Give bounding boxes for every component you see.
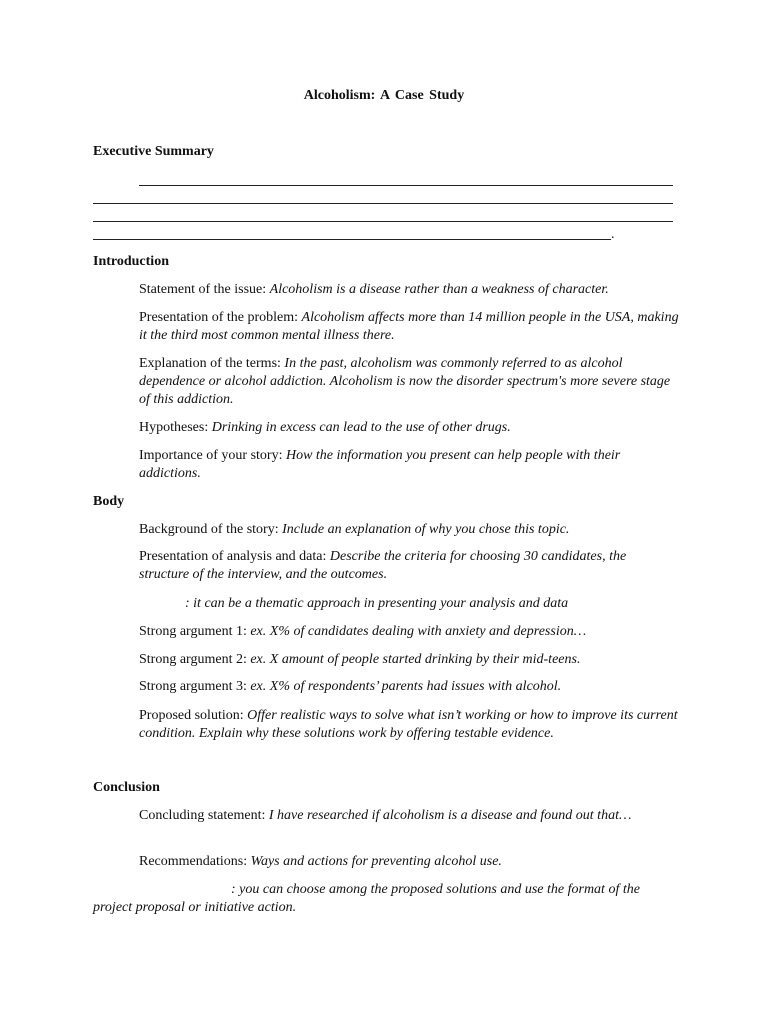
introduction-heading: Introduction [93, 254, 169, 269]
body-presentation-of-analysis: Presentation of analysis and data: Describe the criteria for choosing 30 candidates, the structure of the interview, and the outcomes. [139, 549, 627, 582]
summary-blank-line-2 [93, 203, 673, 204]
body-strong-argument-1: Strong argument 1: ex. X% of candidates dealing with anxiety and depression… [139, 624, 587, 639]
body-background-of-story: Background of the story: Include an explanation of why you chose this topic. [139, 522, 570, 537]
conclusion-format-note: : you can choose among the proposed solutions and use the format of the project proposal or initiative action. [93, 882, 640, 915]
intro-statement-of-issue: Statement of the issue: Alcoholism is a disease rather than a weakness of character. [139, 282, 609, 297]
conclusion-concluding-statement: Concluding statement: I have researched if alcoholism is a disease and found out that… [139, 808, 632, 823]
body-heading: Body [93, 494, 125, 509]
body-strong-argument-2: Strong argument 2: ex. X amount of people started drinking by their mid-teens. [139, 652, 581, 667]
body-strong-argument-3: Strong argument 3: ex. X% of respondents’ parents had issues with alcohol. [139, 679, 562, 694]
conclusion-recommendations: Recommendations: Ways and actions for preventing alcohol use. [139, 854, 502, 869]
summary-blank-line-3 [93, 221, 673, 222]
intro-explanation-of-terms: Explanation of the terms: In the past, alcoholism was commonly referred to as alcohol dependence or alcohol addiction. Alcoholism is now the disorder spectrum's more severe stage of this addiction. [139, 356, 671, 407]
summary-end-period: . [611, 227, 615, 242]
summary-blank-line-4 [93, 239, 611, 240]
body-proposed-solution: Proposed solution: Offer realistic ways to solve what isn’t working or how to improve its current condition. Explain why these solutions work by offering testable evidence. [139, 708, 678, 741]
summary-blank-line-1 [139, 185, 673, 186]
conclusion-heading: Conclusion [93, 780, 160, 795]
intro-hypotheses: Hypotheses: Drinking in excess can lead to the use of other drugs. [139, 420, 511, 435]
executive-summary-heading: Executive Summary [93, 144, 214, 159]
intro-presentation-of-problem: Presentation of the problem: Alcoholism affects more than 14 million people in the USA, making it the third most common mental illness there. [139, 310, 679, 343]
intro-importance-of-story: Importance of your story: How the information you present can help people with their addictions. [139, 448, 621, 481]
document-title: Alcoholism: A Case Study [303, 88, 465, 103]
body-thematic-note: : it can be a thematic approach in presenting your analysis and data [185, 596, 569, 611]
